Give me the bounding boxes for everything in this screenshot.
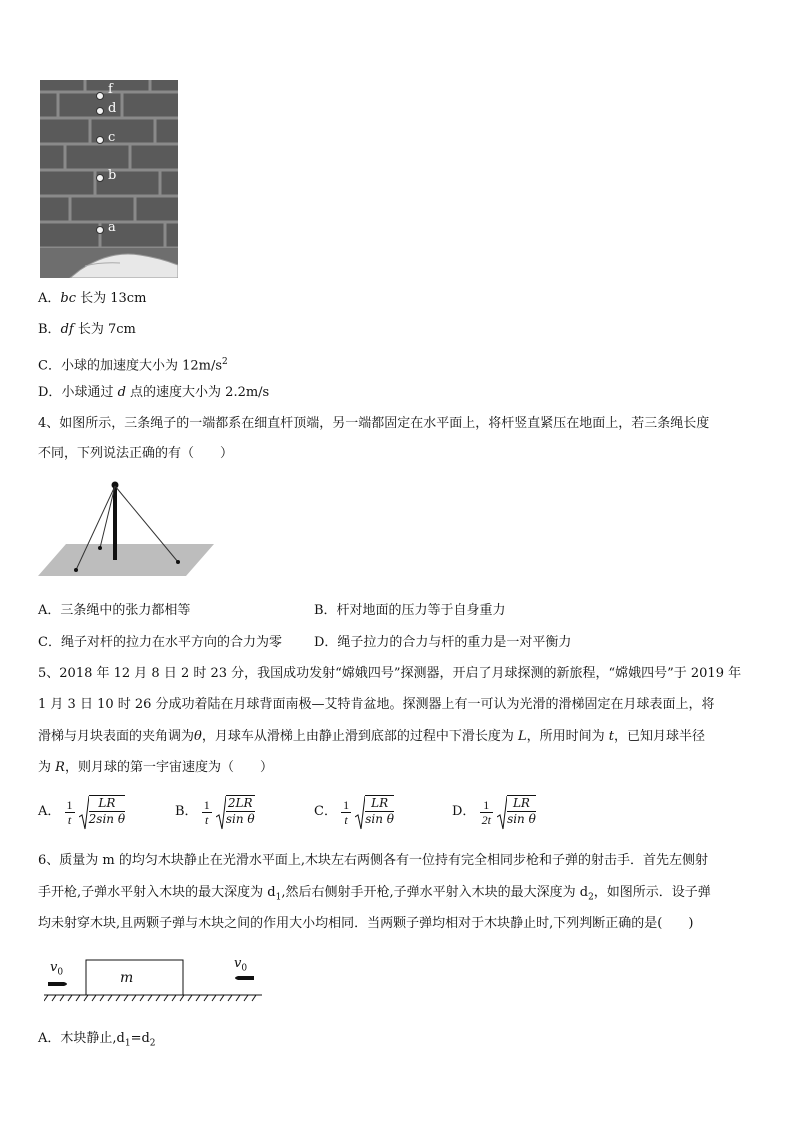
fraction: $\frac{1}{t}$ xyxy=(343,797,350,827)
ball-label-f: f xyxy=(108,82,113,97)
ball-label-d: d xyxy=(108,101,117,116)
mass-label: m xyxy=(120,970,134,986)
rope-pole-figure xyxy=(38,478,214,578)
q6-stem-line1: 6、质量为 m 的均匀木块静止在光滑水平面上,木块左右两侧各有一位持有完全相同步枪和子弹的射击手．首先左侧射 xyxy=(38,853,708,868)
q3-option-b[interactable]: B．df 长为 7cm xyxy=(38,322,136,337)
q5-stem-line2: 1 月 3 日 10 时 26 分成功着陆在月球背面南极—艾特肯盆地。探测器上有一可认为光滑的滑梯固定在月球表面上，将 xyxy=(38,697,715,712)
fraction: $\frac{1}{t}$ xyxy=(203,797,210,827)
q3-option-d[interactable]: D．小球通过 d 点的速度大小为 2.2m/s xyxy=(38,385,270,400)
q4-option-d[interactable]: D．绳子拉力的合力与杆的重力是一对平衡力 xyxy=(314,635,572,650)
q5-option-a[interactable]: A． $\frac{1}{t}$ $\frac{LR}{\text{2sin θ}}$ xyxy=(38,795,125,829)
sqrt: $\frac{LR}{\text{sin θ}}$ xyxy=(497,795,536,829)
sqrt: $\frac{LR}{\text{sin θ}}$ xyxy=(355,795,394,829)
q3-option-a[interactable]: A．bc 长为 13cm xyxy=(38,291,147,306)
sqrt: $\frac{2LR}{\text{sin θ}}$ xyxy=(216,795,255,829)
q4-option-b[interactable]: B．杆对地面的压力等于自身重力 xyxy=(314,603,506,618)
sqrt: $\frac{LR}{\text{2sin θ}}$ xyxy=(79,795,125,829)
block-bullet-figure xyxy=(44,956,262,1004)
pole-diagram xyxy=(38,478,214,578)
fraction: $\frac{1}{2t}$ xyxy=(481,797,491,827)
ball-label-a: a xyxy=(108,220,116,235)
fraction: $\frac{1}{t}$ xyxy=(66,797,73,827)
q5-option-c[interactable]: C． $\frac{1}{t}$ $\frac{LR}{\text{sin θ}}$ xyxy=(314,795,394,829)
q4-stem-line2: 不同，下列说法正确的有（ ） xyxy=(38,446,234,461)
q5-option-b[interactable]: B． $\frac{1}{t}$ $\frac{2LR}{\text{sin θ}}$ xyxy=(175,795,255,829)
q6-stem-line2: 手开枪,子弹水平射入木块的最大深度为 $d_1$,然后右侧射手开枪,子弹水平射入木块的最大深度为 $d_2$，如图所示．设子弹 xyxy=(38,885,711,903)
q3-option-c[interactable]: C．小球的加速度大小为 $12m/s^2$ xyxy=(38,357,228,374)
q6-stem-line3: 均未射穿木块,且两颗子弹与木块之间的作用大小均相同．当两颗子弹均相对于木块静止时,下列判断正确的是( ) xyxy=(38,916,694,931)
strobe-photo xyxy=(40,80,178,278)
right-velocity-label: $v_0$ xyxy=(234,956,248,974)
left-velocity-label: $v_0$ xyxy=(50,960,64,978)
q5-stem-line4: 为 R，则月球的第一宇宙速度为（ ） xyxy=(38,760,273,775)
ball-label-b: b xyxy=(108,168,117,183)
ball-label-c: c xyxy=(108,130,116,145)
block-diagram xyxy=(44,956,262,1004)
q5-option-d[interactable]: D． $\frac{1}{2t}$ $\frac{LR}{\text{sin θ}}$ xyxy=(452,795,536,829)
q6-option-a[interactable]: A．木块静止$,d_1=d_2$ xyxy=(38,1031,156,1049)
q4-stem-line1: 4、如图所示，三条绳子的一端都系在细直杆顶端，另一端都固定在水平面上，将杆竖直紧压在地面上，若三条绳长度 xyxy=(38,416,710,431)
q5-stem-line1: 5、2018 年 12 月 8 日 2 时 23 分，我国成功发射“嫦娥四号”探测器，开启了月球探测的新旅程，“嫦娥四号”于 2019 年 xyxy=(38,666,742,681)
q4-option-c[interactable]: C．绳子对杆的拉力在水平方向的合力为零 xyxy=(38,635,282,650)
q5-stem-line3: 滑梯与月块表面的夹角调为θ，月球车从滑梯上由静止滑到底部的过程中下滑长度为 L，所用时间为 t，已知月球半径 xyxy=(38,729,706,744)
q4-option-a[interactable]: A．三条绳中的张力都相等 xyxy=(38,603,191,618)
